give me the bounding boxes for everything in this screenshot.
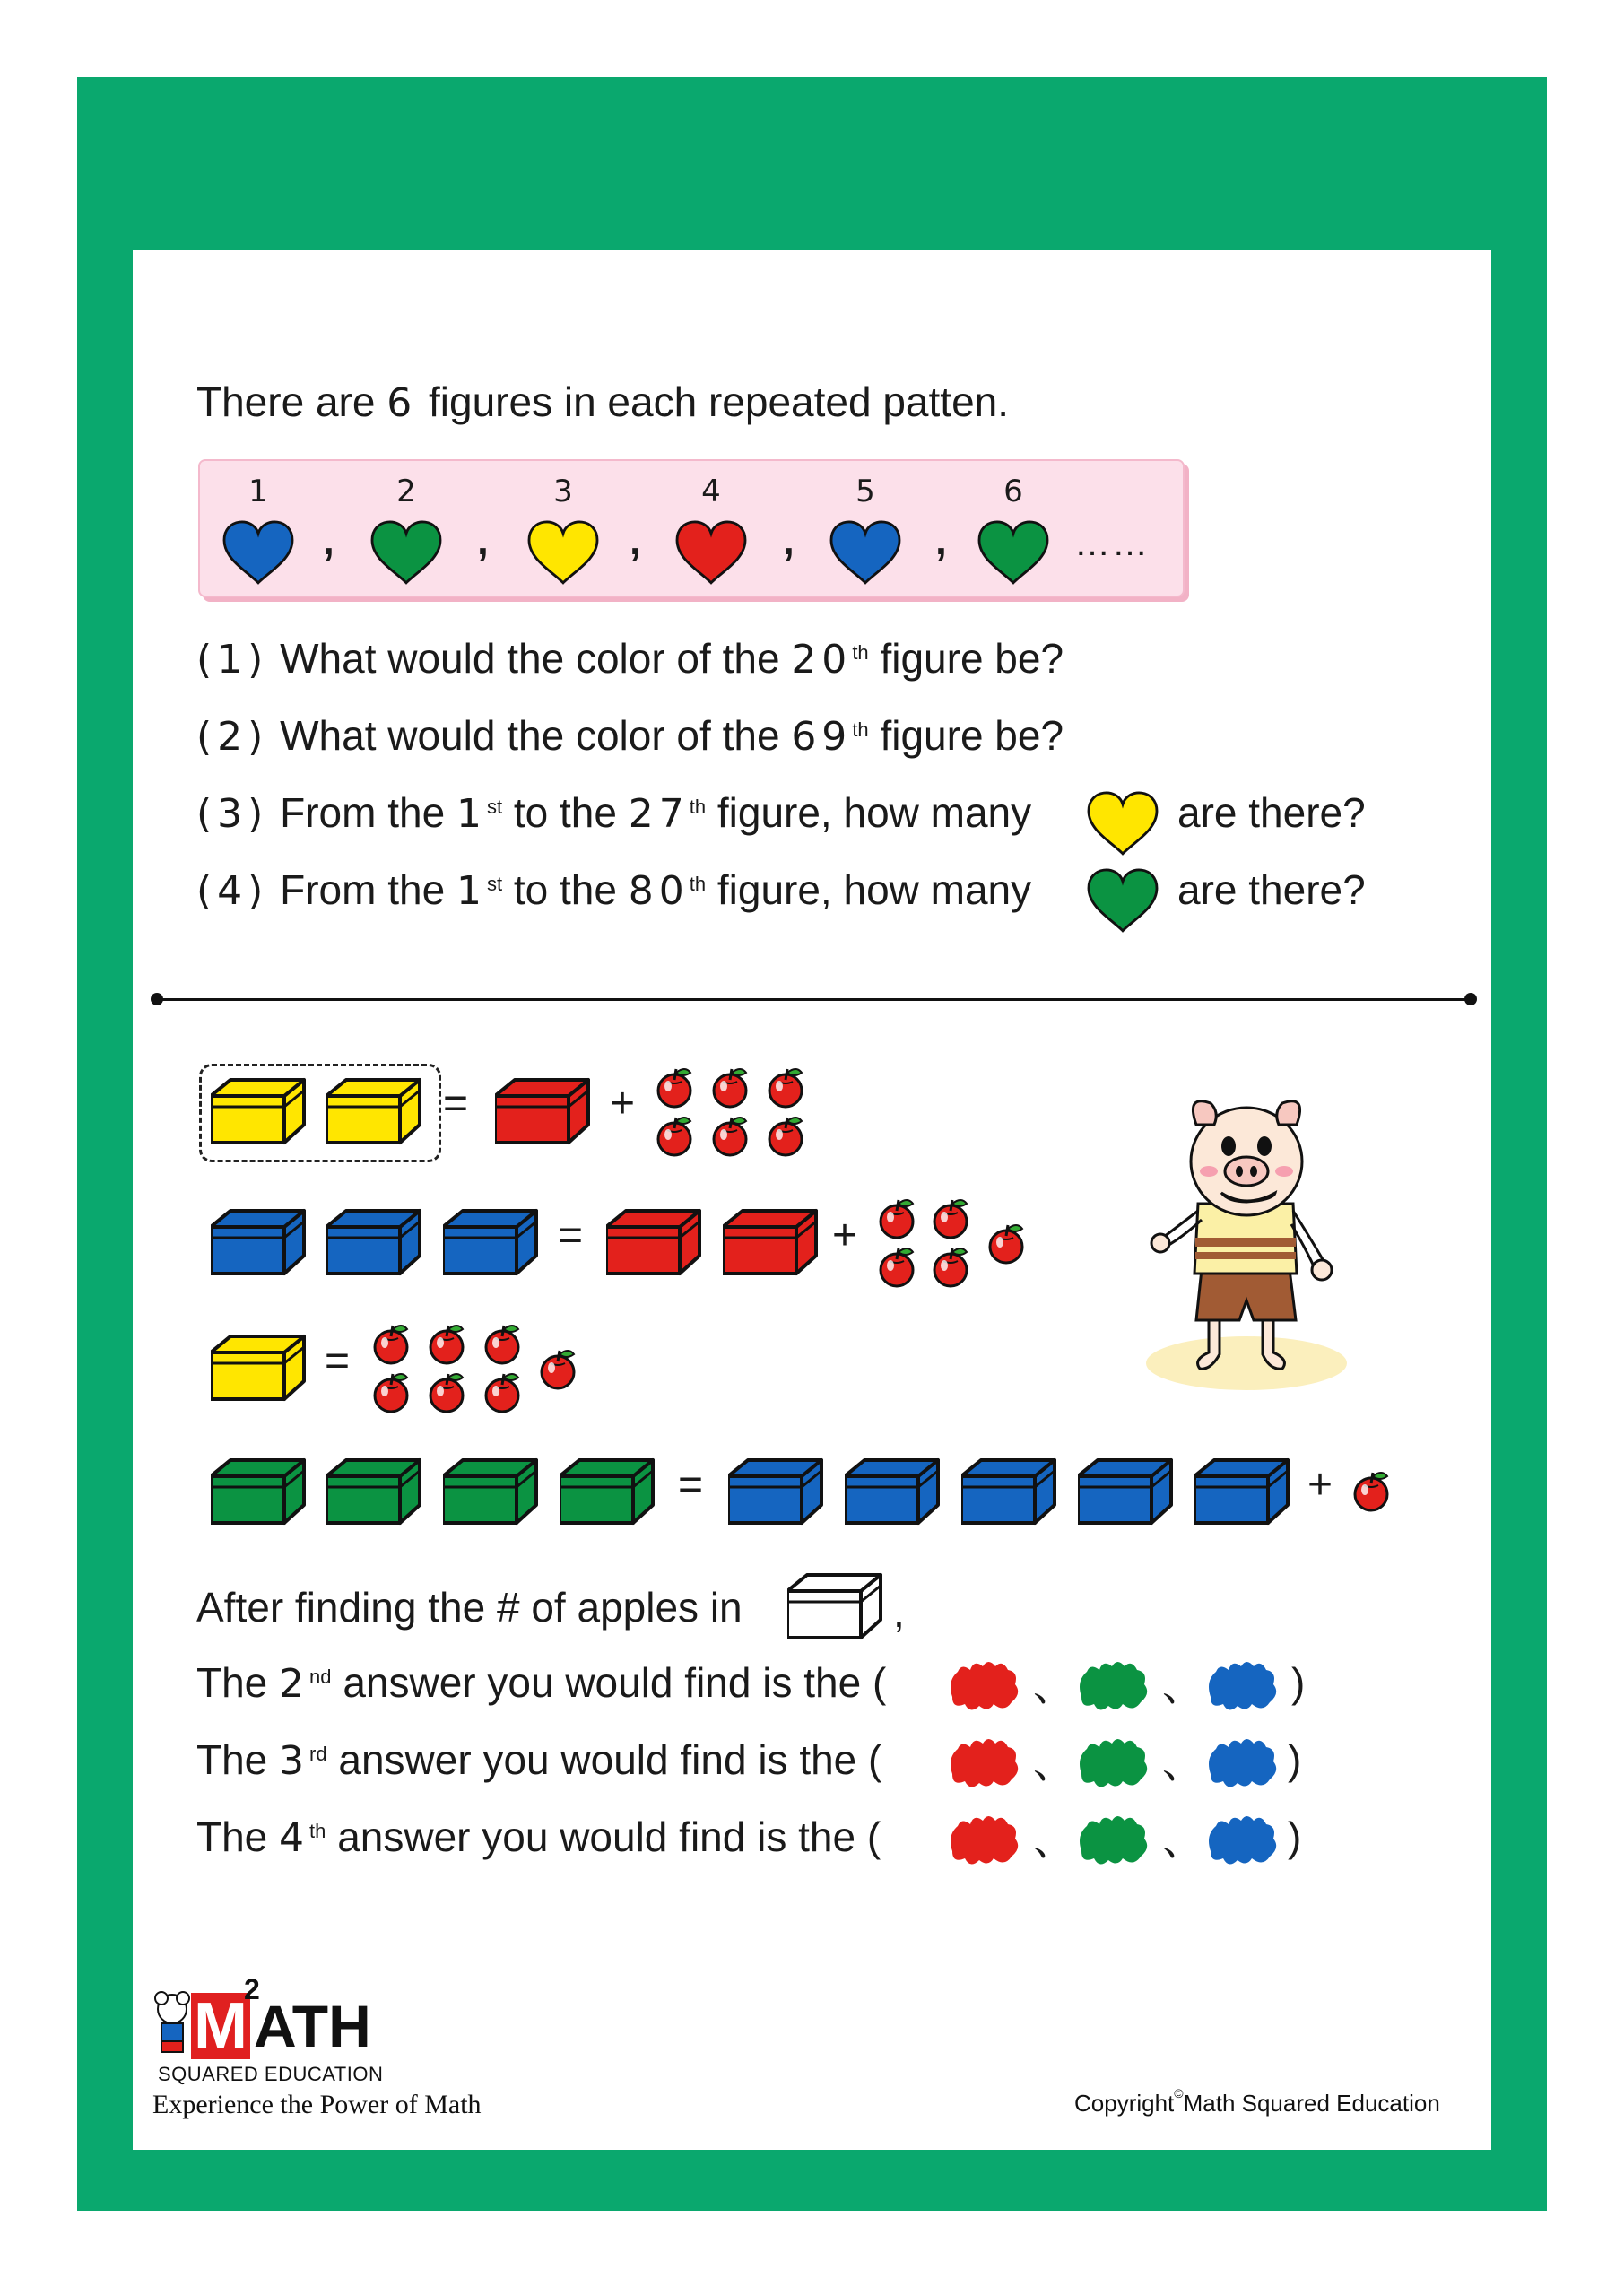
green-scribble-icon[interactable] [1073,1656,1153,1713]
answer-row-2: The 2nd answer you would find is the ( [196,1659,887,1707]
question-4-tail: are there? [1177,866,1366,913]
green-box-icon [443,1457,542,1530]
pattern-hearts [198,502,1185,592]
question-3-tail: are there? [1177,789,1366,836]
answer-row-4: The 4th answer you would find is the ( [196,1813,881,1861]
pattern-number-6: 6 [1003,474,1023,509]
intro-prefix: There are [196,378,376,425]
green-box-icon [211,1457,309,1530]
green-box-icon [326,1457,425,1530]
divider-endpoint [151,993,163,1005]
pattern-comma: , [935,517,947,563]
green-heart-icon [1083,857,1164,938]
plus-sign: + [1307,1461,1333,1509]
pattern-ellipsis: …… [1074,524,1150,563]
answers-intro: After finding the # of apples in [196,1584,743,1631]
blue-scribble-icon[interactable] [1202,1656,1282,1713]
blue-box-icon [1194,1457,1293,1530]
logo-ath: ATH [254,1993,371,2059]
plus-sign: + [610,1080,636,1127]
pattern-number-3: 3 [553,474,573,509]
heart-icon [979,522,1047,583]
equals-sign: = [678,1461,704,1509]
blue-box-icon [845,1457,943,1530]
red-box-icon [723,1207,821,1281]
red-box-icon [606,1207,705,1281]
logo-m: M [191,1993,250,2059]
apples-5-icon [872,1193,1033,1292]
copyright-notice: Copyright©Math Squared Education [1074,2086,1440,2117]
heart-icon [677,522,745,583]
blue-box-icon [326,1207,425,1281]
pattern-number-4: 4 [701,474,721,509]
pattern-comma: , [477,517,489,563]
question-3: (3) From the 1st to the 27th figure, how many [196,789,1032,837]
pattern-comma: , [783,517,795,563]
logo-brand-text: SQUARED EDUCATION [158,2063,384,2085]
heart-icon [831,522,899,583]
red-scribble-icon[interactable] [943,1810,1024,1867]
apple-icon [1349,1462,1394,1516]
yellow-heart-icon [1083,780,1164,861]
separator: 、 [1033,1663,1074,1709]
pattern-comma: , [630,517,641,563]
section-divider [157,998,1471,1001]
heart-icon [529,522,597,583]
close-paren: ) [1288,1736,1302,1783]
blue-box-icon [961,1457,1060,1530]
equals-sign: = [443,1080,469,1127]
red-scribble-icon[interactable] [943,1733,1024,1790]
red-scribble-icon[interactable] [943,1656,1024,1713]
answers-intro-comma: , [893,1589,905,1636]
blue-scribble-icon[interactable] [1202,1733,1282,1790]
divider-endpoint [1464,993,1477,1005]
equals-sign: = [325,1337,351,1385]
intro-count: 6 [386,380,418,426]
separator: 、 [1162,1817,1203,1864]
yellow-box-icon [211,1076,309,1150]
blue-scribble-icon[interactable] [1202,1810,1282,1867]
green-scribble-icon[interactable] [1073,1733,1153,1790]
question-2: (2) What would the color of the 69th figure be? [196,712,1064,760]
red-box-icon [495,1076,594,1150]
plus-sign: + [832,1212,858,1259]
apples-7-icon [366,1318,590,1417]
intro-suffix: figures in each repeated patten. [429,378,1010,425]
separator: 、 [1162,1663,1203,1709]
separator: 、 [1162,1740,1203,1787]
heart-icon [224,522,292,583]
blue-box-icon [1078,1457,1177,1530]
separator: 、 [1033,1817,1074,1864]
yellow-box-icon [211,1333,309,1406]
pattern-number-2: 2 [396,474,416,509]
white-box-icon [787,1571,886,1645]
pattern-number-5: 5 [855,474,875,509]
pattern-comma: , [323,517,334,563]
heart-icon [372,522,440,583]
separator: 、 [1033,1740,1074,1787]
apples-6-icon [651,1062,812,1161]
close-paren: ) [1291,1659,1306,1706]
pig-mascot [1139,1085,1354,1399]
blue-box-icon [443,1207,542,1281]
green-box-icon [560,1457,658,1530]
pattern-number-1: 1 [248,474,268,509]
logo-tagline: Experience the Power of Math [152,2090,482,2119]
blue-box-icon [211,1207,309,1281]
logo-superscript: 2 [244,1973,260,2005]
green-scribble-icon[interactable] [1073,1810,1153,1867]
equals-sign: = [558,1212,584,1259]
intro-line [196,377,1009,429]
question-4: (4) From the 1st to the 80th figure, how many [196,866,1032,914]
close-paren: ) [1288,1813,1302,1860]
logo-mascot-icon [151,1989,195,2061]
question-1: (1) What would the color of the 20th figure be? [196,635,1064,683]
answer-row-3: The 3rd answer you would find is the ( [196,1736,882,1784]
blue-box-icon [728,1457,827,1530]
yellow-box-icon [326,1076,425,1150]
